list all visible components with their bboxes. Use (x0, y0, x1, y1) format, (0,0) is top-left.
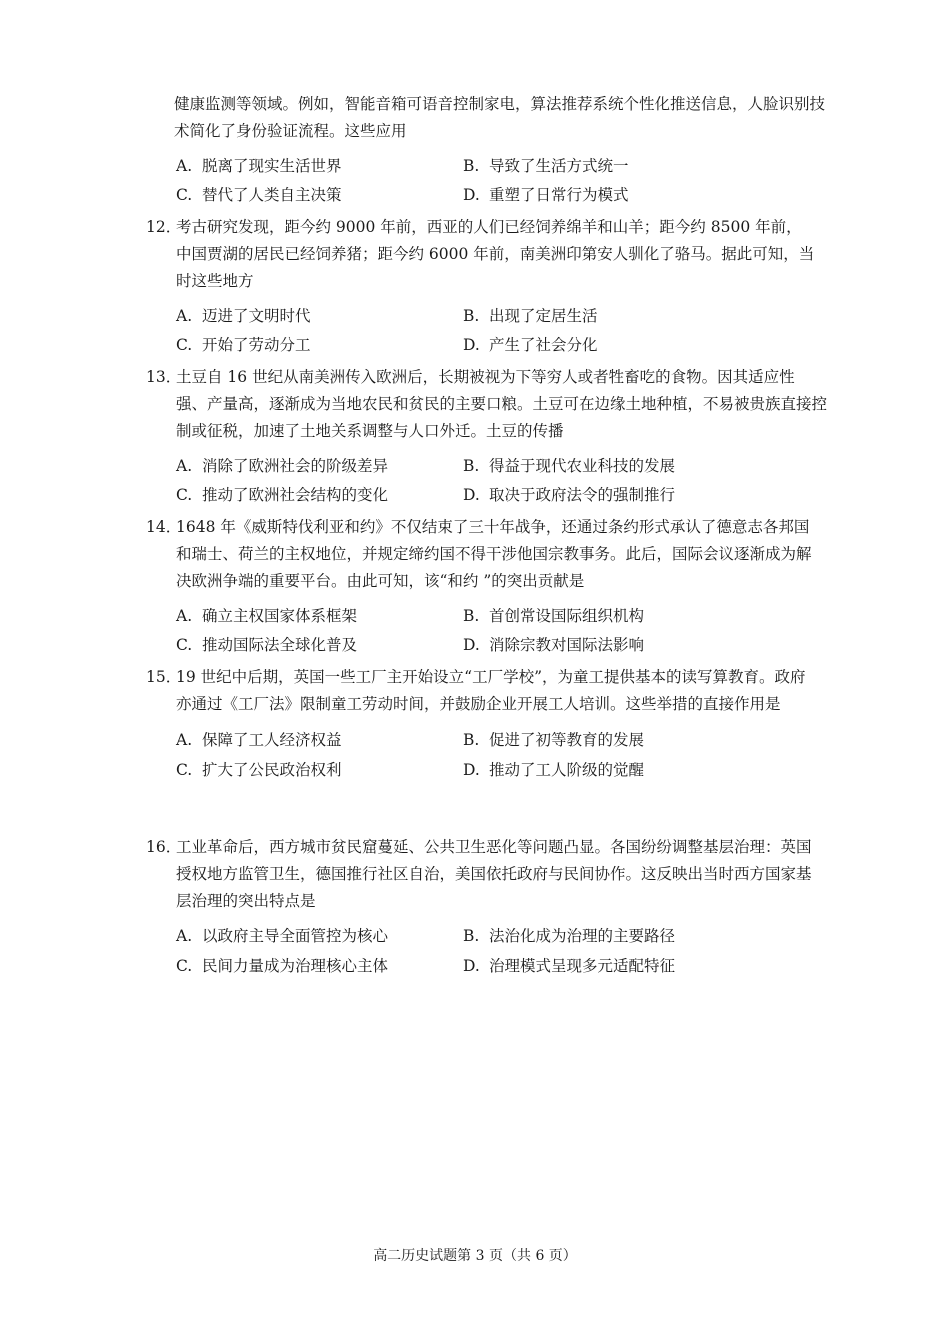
q16-stem-line-2: 授权地方监管卫生，德国推行社区自治，美国依托政府与民间协作。这反映出当时西方国家基 (176, 865, 812, 883)
q13-option-c: C. 推动了欧洲社会结构的变化 (176, 486, 389, 504)
q12-stem-line-3: 时这些地方 (176, 272, 254, 290)
q11-option-b: B. 导致了生活方式统一 (463, 157, 629, 175)
q16-stem-line-3: 层治理的突出特点是 (176, 892, 316, 910)
q12-option-d: D. 产生了社会分化 (463, 336, 598, 354)
q13-stem-line-1: 土豆自 16 世纪从南美洲传入欧洲后，长期被视为下等穷人或者牲畜吃的食物。因其适应性 (176, 368, 795, 386)
q14-option-c: C. 推动国际法全球化普及 (176, 636, 358, 654)
q14-option-a: A. 确立主权国家体系框架 (176, 607, 358, 625)
q15-option-b: B. 促进了初等教育的发展 (463, 731, 645, 749)
q13-option-b: B. 得益于现代农业科技的发展 (463, 457, 676, 475)
q12-number: 12． (146, 218, 182, 236)
q11-stem-line-2: 术简化了身份验证流程。这些应用 (174, 122, 407, 140)
q15-option-d: D. 推动了工人阶级的觉醒 (463, 761, 645, 779)
q12-stem-line-2: 中国贾湖的居民已经饲养猪；距今约 6000 年前，南美洲印第安人驯化了骆马。据此可知，当 (176, 245, 815, 263)
q16-option-d: D. 治理模式呈现多元适配特征 (463, 957, 676, 975)
q11-option-c: C. 替代了人类自主决策 (176, 186, 342, 204)
q14-option-b: B. 首创常设国际组织机构 (463, 607, 645, 625)
q14-stem-line-1: 1648 年《威斯特伐利亚和约》不仅结束了三十年战争，还通过条约形式承认了德意志各邦国 (176, 518, 810, 536)
q15-stem-line-2: 亦通过《工厂法》限制童工劳动时间，并鼓励企业开展工人培训。这些举措的直接作用是 (176, 695, 781, 713)
q16-option-b: B. 法治化成为治理的主要路径 (463, 927, 676, 945)
q12-stem-line-1: 考古研究发现，距今约 9000 年前，西亚的人们已经饲养绵羊和山羊；距今约 8500 年前， (176, 218, 802, 236)
q11-option-a: A. 脱离了现实生活世界 (176, 157, 342, 175)
q13-option-a: A. 消除了欧洲社会的阶级差异 (176, 457, 389, 475)
q14-stem-line-3: 决欧洲争端的重要平台。由此可知，该“和约 ”的突出贡献是 (176, 572, 585, 590)
q14-option-d: D. 消除宗教对国际法影响 (463, 636, 645, 654)
q12-option-a: A. 迈进了文明时代 (176, 307, 311, 325)
q14-number: 14． (146, 518, 182, 536)
q16-option-a: A. 以政府主导全面管控为核心 (176, 927, 389, 945)
q13-stem-line-3: 制或征税，加速了土地关系调整与人口外迁。土豆的传播 (176, 422, 564, 440)
q13-number: 13． (146, 368, 182, 386)
page-footer: 高二历史试题第 3 页（共 6 页） (373, 1248, 577, 1264)
q12-option-c: C. 开始了劳动分工 (176, 336, 311, 354)
q12-option-b: B. 出现了定居生活 (463, 307, 598, 325)
q15-option-a: A. 保障了工人经济权益 (176, 731, 342, 749)
q14-stem-line-2: 和瑞士、荷兰的主权地位，并规定缔约国不得干涉他国宗教事务。此后，国际会议逐渐成为解 (176, 545, 812, 563)
q16-number: 16． (146, 838, 182, 856)
q11-option-d: D. 重塑了日常行为模式 (463, 186, 629, 204)
q15-number: 15． (146, 668, 182, 686)
q11-stem-line-1: 健康监测等领域。例如，智能音箱可语音控制家电，算法推荐系统个性化推送信息，人脸识别技 (174, 95, 826, 113)
q13-option-d: D. 取决于政府法令的强制推行 (463, 486, 676, 504)
q16-stem-line-1: 工业革命后，西方城市贫民窟蔓延、公共卫生恶化等问题凸显。各国纷纷调整基层治理：英国 (176, 838, 812, 856)
q13-stem-line-2: 强、产量高，逐渐成为当地农民和贫民的主要口粮。土豆可在边缘土地种植，不易被贵族直接控 (176, 395, 828, 413)
q15-option-c: C. 扩大了公民政治权利 (176, 761, 342, 779)
q15-stem-line-1: 19 世纪中后期，英国一些工厂主开始设立“工厂学校”，为童工提供基本的读写算教育。政府 (176, 668, 806, 686)
q16-option-c: C. 民间力量成为治理核心主体 (176, 957, 389, 975)
